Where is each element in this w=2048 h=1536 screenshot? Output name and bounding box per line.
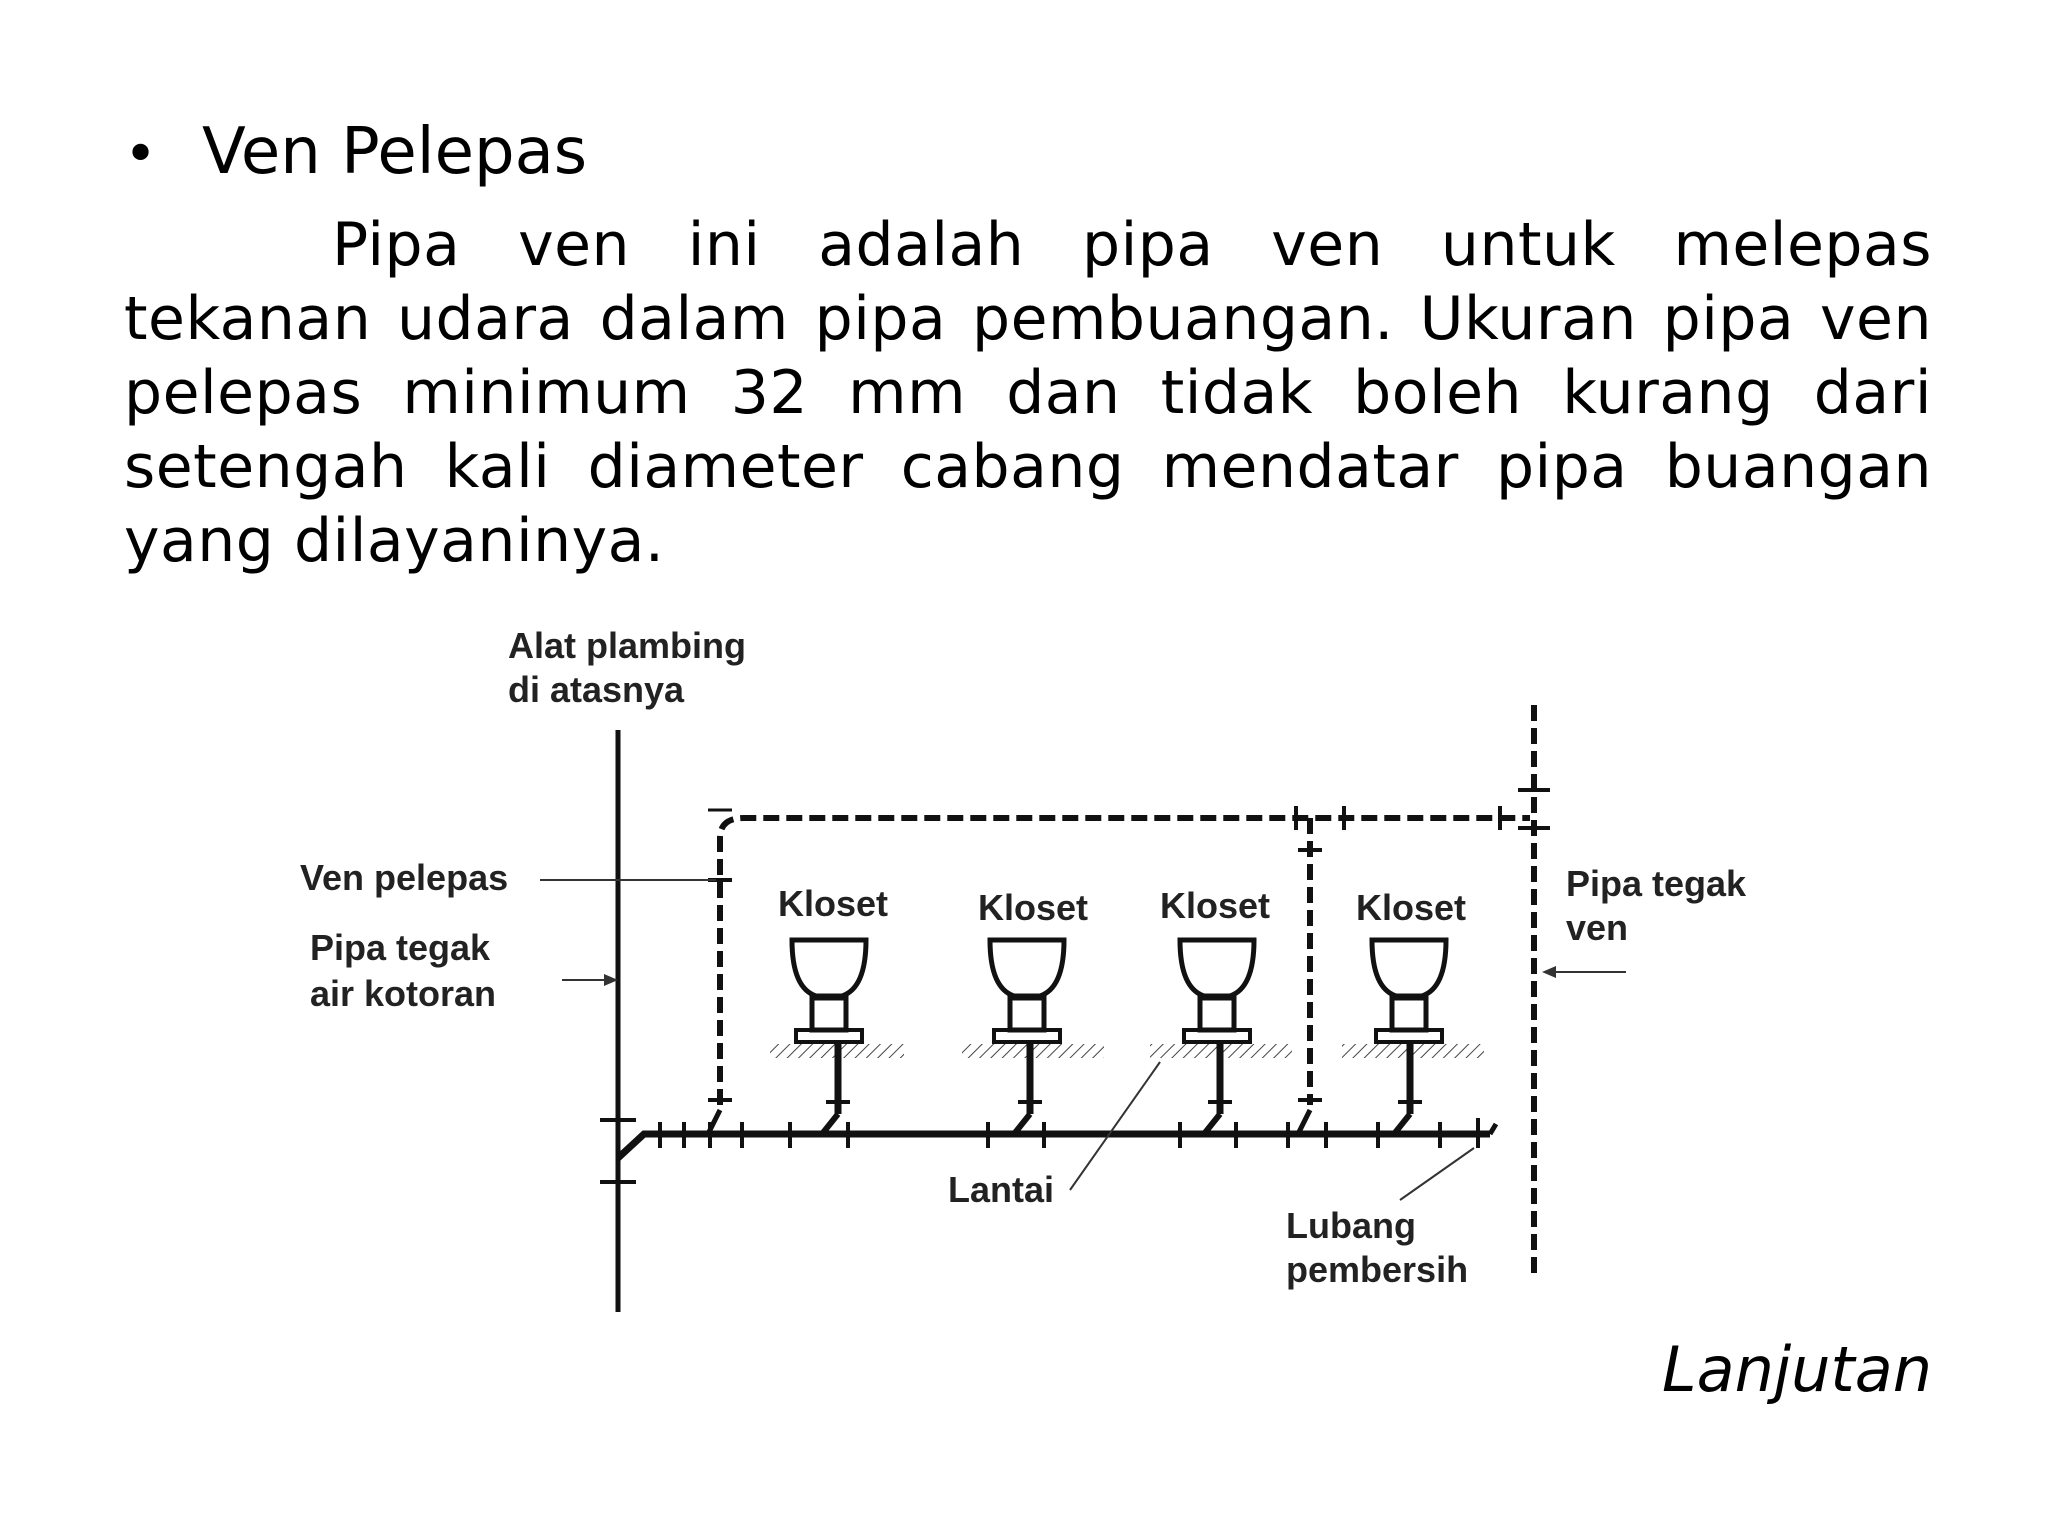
bullet-item	[124, 112, 587, 195]
label-kloset-3: Kloset	[1160, 885, 1271, 926]
label-alat-plambing: Alat plambing	[508, 625, 747, 666]
bullet-dot: •	[124, 122, 158, 187]
label-pipa-tegak-ven-2: ven	[1566, 907, 1629, 948]
label-pipa-tegak-kotoran: Pipa tegak	[310, 927, 491, 968]
kloset-fixture	[770, 940, 904, 1134]
kloset-fixture	[1342, 940, 1484, 1134]
leader-arrow	[1542, 966, 1556, 978]
leader-line	[1400, 1148, 1474, 1200]
leader-line	[1070, 1062, 1160, 1190]
label-lantai: Lantai	[948, 1169, 1055, 1210]
body-paragraph: Pipa ven ini adalah pipa ven untuk melepas tekanan udara dalam pipa pembuangan. Ukuran pipa ven pelepas minimum 32 mm dan tidak boleh kurang dari setengah kali diameter cabang mendatar pipa buangan yang dilayaninya.	[124, 210, 1932, 576]
label-lubang-pembersih: Lubang	[1286, 1205, 1416, 1246]
label-lubang-pembersih-2: pembersih	[1286, 1249, 1469, 1290]
kloset-fixture	[1150, 940, 1292, 1134]
label-kloset-1: Kloset	[778, 883, 889, 924]
vent-elbow	[1298, 1110, 1310, 1134]
label-kloset-2: Kloset	[978, 887, 1089, 928]
label-pipa-tegak-kotoran-2: air kotoran	[310, 973, 497, 1014]
label-alat-plambing-2: di atasnya	[508, 669, 685, 710]
label-kloset-4: Kloset	[1356, 887, 1467, 928]
label-ven-pelepas: Ven pelepas	[300, 857, 509, 898]
label-pipa-tegak-ven: Pipa tegak	[1566, 863, 1747, 904]
horizontal-drain-pipe	[618, 1118, 1496, 1158]
bullet-title: Ven Pelepas	[202, 115, 588, 189]
plumbing-diagram	[0, 600, 2048, 1360]
kloset-fixture	[962, 940, 1104, 1134]
footer-continued: Lanjutan	[1662, 1333, 1932, 1406]
